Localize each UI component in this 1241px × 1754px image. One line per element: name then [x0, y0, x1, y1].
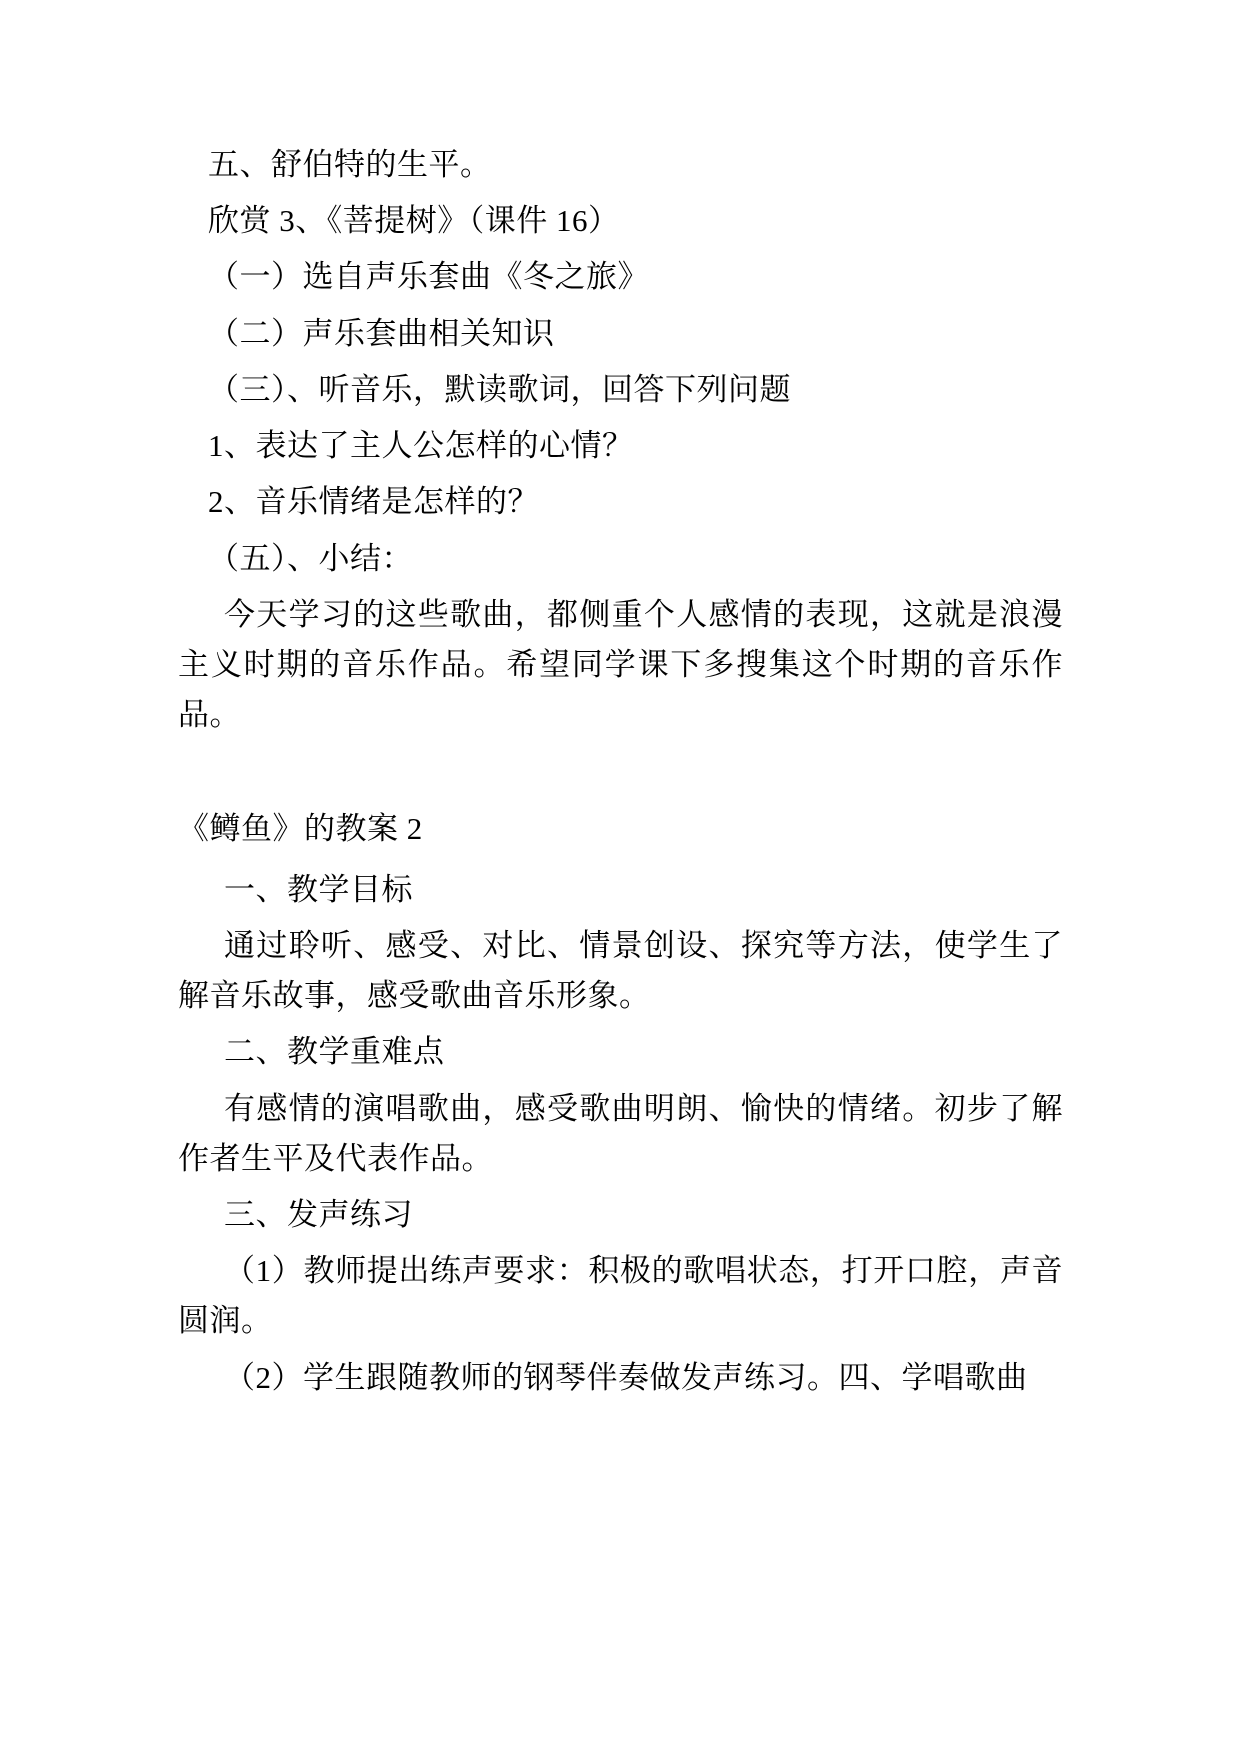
section2-title: 《鳟鱼》的教案 2	[178, 811, 423, 847]
section1-line-8: （五）、小结：	[208, 540, 413, 576]
section1-line-3: （一）选自声乐套曲《冬之旅》	[208, 259, 649, 295]
section1-line-5: （三）、听音乐，默读歌词，回答下列问题	[208, 371, 791, 407]
section1-line-1: 五、舒伯特的生平。	[208, 147, 492, 182]
section1-line-4: （二）声乐套曲相关知识	[208, 315, 555, 351]
section1-line-2: 欣赏 3、《菩提树》（课件 16）	[208, 203, 620, 239]
section2-heading-2: 二、教学重难点	[224, 1034, 445, 1070]
section1-line-7: 2、音乐情绪是怎样的？	[208, 484, 539, 520]
section1-line-6: 1、表达了主人公怎样的心情？	[208, 428, 634, 464]
section2-paragraph-3: （1）教师提出练声要求：积极的歌唱状态，打开口腔，声音圆润。	[178, 1253, 1063, 1339]
section2-heading-3: 三、发声练习	[224, 1196, 413, 1232]
section2-heading-1: 一、教学目标	[224, 871, 413, 907]
section1-paragraph-1: 今天学习的这些歌曲，都侧重个人感情的表现，这就是浪漫主义时期的音乐作品。希望同学课下多搜集这个时期的音乐作品。	[178, 596, 1063, 733]
section2-paragraph-4: （2）学生跟随教师的钢琴伴奏做发声练习。四、学唱歌曲	[224, 1359, 1028, 1395]
section2-paragraph-1: 通过聆听、感受、对比、情景创设、探究等方法，使学生了解音乐故事，感受歌曲音乐形象。	[178, 927, 1063, 1014]
document-body	[178, 140, 1063, 1403]
section2-paragraph-2: 有感情的演唱歌曲，感受歌曲明朗、愉快的情绪。初步了解作者生平及代表作品。	[178, 1090, 1063, 1176]
section-divider-space	[178, 746, 1063, 804]
